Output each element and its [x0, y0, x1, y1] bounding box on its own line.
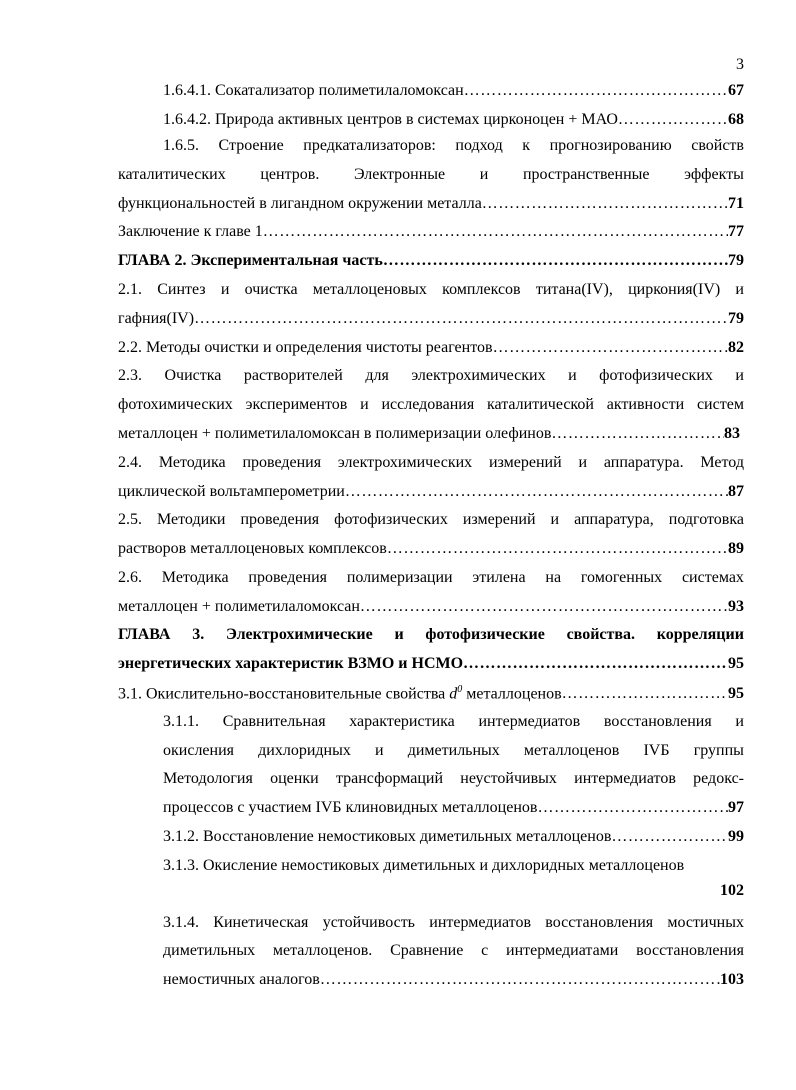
toc-entry-title: растворов металлоценовых комплексов: [118, 540, 387, 557]
word: Метод: [700, 454, 744, 471]
leader-dots: [611, 828, 728, 846]
leader-dots: [482, 195, 728, 213]
word: электрохимических: [411, 367, 546, 384]
toc-entry-conclusion-1[interactable]: [118, 223, 744, 251]
word: Методология: [163, 770, 253, 787]
toc-entry-line: [118, 511, 744, 539]
word: 2.3.: [118, 367, 142, 384]
word: диметильных: [163, 942, 256, 959]
toc-entry-page: 67: [728, 82, 744, 99]
toc-entry-line: [118, 540, 744, 568]
toc-entry-page: 77: [728, 223, 744, 240]
word: Строение: [218, 137, 284, 154]
word: проведения: [240, 511, 320, 528]
toc-entry-line: [163, 713, 744, 741]
word: 2.5.: [118, 511, 142, 528]
word: дихлоридных: [258, 742, 351, 759]
toc-entry-line: [118, 655, 744, 683]
word: характеристика: [349, 713, 455, 730]
word: и: [479, 166, 489, 183]
toc-entry-page: 103: [720, 971, 744, 988]
toc-entry-title: энергетических характеристик ВЗМО и НСМО: [118, 655, 464, 672]
leader-dots: [387, 540, 728, 558]
word: 1.6.5.: [163, 137, 199, 154]
toc-entry-page: 102: [720, 882, 744, 899]
word: с: [481, 942, 489, 959]
word: и: [568, 367, 577, 384]
toc-entry-title: немостичных аналогов: [163, 971, 320, 988]
word: и: [550, 511, 560, 528]
leader-dots: [464, 82, 728, 100]
word: и: [375, 742, 384, 759]
word: свойства.: [566, 626, 636, 643]
toc-entry-page: 68: [728, 111, 744, 128]
toc-entry-title: 3.1.3. Окисление немостиковых диметильных и дихлоридных металлоценов: [163, 857, 685, 874]
toc-entry-page: 79: [728, 310, 744, 327]
toc-entry-page: 82: [728, 339, 744, 356]
leader-dots: [463, 655, 728, 673]
word: ГЛАВА: [118, 626, 171, 643]
word: мостичных: [667, 914, 744, 931]
word: эффекты: [684, 166, 744, 183]
word: аппаратура,: [574, 511, 654, 528]
word: 2.6.: [118, 569, 142, 586]
toc-entry-page: 99: [728, 828, 744, 845]
word: и: [578, 454, 588, 471]
leader-dots: [383, 252, 728, 270]
toc-entry-chapter-2[interactable]: [118, 252, 744, 280]
word: Сравнительная: [222, 713, 326, 730]
toc-entry-line: [118, 598, 744, 626]
word: прогнозированию: [549, 137, 672, 154]
word: Методика: [161, 569, 229, 586]
word: интермедиатов: [478, 713, 581, 730]
toc-entry-page: 79: [728, 252, 744, 269]
toc-entry-title: циклической вольтамперометрии: [118, 483, 345, 500]
word: Электрохимические: [225, 626, 373, 643]
word: пространственные: [522, 166, 650, 183]
toc-entry-title: 3.1.2. Восстановление немостиковых диметильных металлоценов: [163, 828, 612, 845]
word: и: [220, 281, 230, 298]
word: фотофизических: [599, 367, 713, 384]
word: Методика: [158, 454, 226, 471]
word: устойчивость: [322, 914, 415, 931]
word: активности: [606, 396, 685, 413]
leader-dots: [360, 598, 728, 616]
word: этилена: [472, 569, 526, 586]
word: исследования: [381, 396, 475, 413]
leader-dots: [194, 310, 728, 328]
word: восстановления: [636, 942, 744, 959]
leader-dots: [618, 111, 728, 129]
word: Сравнение: [390, 942, 464, 959]
word: к: [522, 137, 531, 154]
page-number: 3: [736, 56, 744, 73]
word: Кинетическая: [213, 914, 309, 931]
leader-dots: [320, 971, 720, 989]
title-part: металлоценов: [462, 685, 562, 703]
toc-entry-page: 95: [728, 685, 744, 703]
toc-entry-title: Заключение к главе 1: [118, 223, 263, 240]
word: предкатализаторов:: [303, 137, 436, 154]
word: IVБ: [643, 742, 670, 759]
word: и: [360, 396, 369, 413]
word: оценки: [270, 770, 319, 787]
word: каталитических: [118, 166, 226, 183]
word: восстановления: [545, 914, 654, 931]
toc-entry-3.1.2[interactable]: [163, 828, 744, 856]
title-part: 3.1. Окислительно-восстановительные свойства: [118, 685, 450, 703]
word: свойств: [691, 137, 744, 154]
word: центров.: [260, 166, 320, 183]
word: полимеризации: [346, 569, 453, 586]
toc-entry-page: 95: [728, 655, 744, 672]
word: 2.1.: [118, 281, 142, 298]
word: подход: [455, 137, 503, 154]
word: электрохимических: [337, 454, 473, 471]
word: каталитической: [487, 396, 594, 413]
word: 2.4.: [118, 454, 142, 471]
word: подготовка: [668, 511, 744, 528]
word: 3.1.4.: [163, 914, 199, 931]
word: проведения: [242, 454, 322, 471]
toc-entry-line: [118, 166, 744, 194]
toc-entry-line: [163, 799, 744, 827]
word: и: [735, 713, 744, 730]
toc-entry-title: процессов с участием IVБ клиновидных металлоценов: [163, 799, 538, 816]
toc-entry-line: [118, 310, 744, 338]
word: фотофизических: [334, 511, 448, 528]
toc-entry-line: [118, 367, 744, 395]
word: Методики: [157, 511, 226, 528]
toc-entry-title: 2.2. Методы очистки и определения чистоты реагентов: [118, 339, 493, 356]
word: системах: [681, 569, 744, 586]
word: фотофизические: [425, 626, 545, 643]
word: измерений: [488, 454, 562, 471]
word: и: [735, 367, 744, 384]
word: корреляции: [656, 626, 744, 643]
leader-dots: [551, 425, 724, 443]
toc-entry-line: [163, 971, 744, 999]
toc-entry-3.1[interactable]: [118, 684, 744, 712]
word: и: [735, 281, 744, 298]
word: аппаратура.: [603, 454, 684, 471]
toc-entry-page: 71: [728, 195, 744, 212]
toc-entry-title: 1.6.4.2. Природа активных центров в системах цирконоцен + МАО: [163, 111, 618, 128]
toc-entry-title: функциональностей в лигандном окружении металла: [118, 195, 482, 212]
word: трансформаций: [335, 770, 444, 787]
leader-dots: [562, 685, 728, 703]
toc-entry-line: [118, 454, 744, 482]
word: неустойчивых: [460, 770, 557, 787]
toc-entry-page: 83: [724, 425, 740, 442]
word: окисления: [163, 742, 235, 759]
toc-entry-title: [118, 684, 562, 703]
title-part: d: [449, 685, 458, 703]
toc-entry-title: 1.6.4.1. Сокатализатор полиметилаломоксан: [163, 82, 464, 99]
word: на: [545, 569, 562, 586]
toc-entry-1.6.4.1[interactable]: [163, 82, 744, 110]
word: интермедиатов: [429, 914, 531, 931]
superscript: 0: [457, 684, 463, 695]
toc-entry-title: металлоцен + полиметилаломоксан: [118, 598, 360, 615]
toc-entry-page: 97: [728, 799, 744, 816]
toc-entry-line: [163, 942, 744, 970]
toc-entry-1.6.4.2[interactable]: [163, 111, 744, 139]
word: и: [394, 626, 404, 643]
word: интермедиатов: [574, 770, 676, 787]
toc-entry-line: [118, 483, 744, 511]
word: металлоценов: [523, 742, 620, 759]
word: Синтез: [157, 281, 206, 298]
leader-dots: [537, 799, 728, 817]
leader-dots: [345, 483, 728, 501]
word: систем: [696, 396, 744, 413]
toc-entry-line: [163, 914, 744, 942]
leader-dots: [493, 339, 728, 357]
toc-entry-title: металлоцен + полиметилаломоксан в полимеризации олефинов: [118, 425, 552, 442]
word: для: [365, 367, 389, 384]
toc-entry-line: [163, 137, 744, 165]
word: экспериментов: [245, 396, 348, 413]
toc-entry-line: [118, 626, 744, 654]
word: гомогенных: [580, 569, 663, 586]
word: проведения: [248, 569, 328, 586]
toc-entry-line: [118, 569, 744, 597]
toc-entry-line: [118, 281, 744, 309]
word: Очистка: [164, 367, 222, 384]
toc-entry-line: [118, 195, 744, 223]
toc-entry-page: 89: [728, 540, 744, 557]
word: диметильных: [407, 742, 500, 759]
toc-entry-title: ГЛАВА 2. Экспериментальная часть: [118, 252, 383, 269]
word: редокс-: [693, 770, 744, 787]
word: фотохимических: [118, 396, 233, 413]
toc-entry-line: [163, 742, 744, 770]
word: 3.: [192, 626, 205, 643]
word: измерений: [462, 511, 536, 528]
word: Электронные: [353, 166, 446, 183]
word: титана(IV),: [535, 281, 613, 298]
word: восстановления: [603, 713, 712, 730]
toc-entry-line: [118, 425, 740, 453]
toc-entry-title: гафния(IV): [118, 310, 195, 327]
leader-dots: [263, 223, 728, 241]
toc-entry-line: [118, 396, 744, 424]
toc-entry-page: 93: [728, 598, 744, 615]
word: металлоценовых: [312, 281, 427, 298]
word: растворителей: [243, 367, 343, 384]
word: интермедиатами: [506, 942, 619, 959]
toc-entry-line: [163, 770, 744, 798]
word: 3.1.1.: [163, 713, 199, 730]
word: очистка: [244, 281, 298, 298]
word: группы: [693, 742, 744, 759]
toc-entry-page: 87: [728, 483, 744, 500]
word: металлоценов.: [272, 942, 373, 959]
word: циркония(IV): [628, 281, 721, 298]
toc-entry-2.2[interactable]: [118, 339, 744, 367]
word: комплексов: [442, 281, 521, 298]
